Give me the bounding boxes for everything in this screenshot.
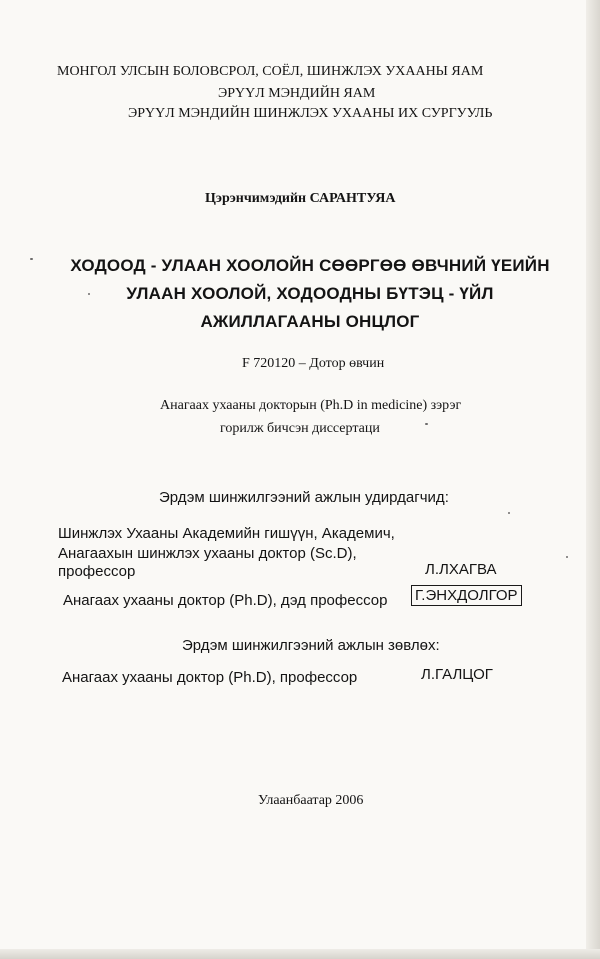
page-edge-shadow-right [586, 0, 600, 959]
advisor-name: Л.ГАЛЦОГ [421, 666, 493, 683]
advisor-title: Анагаах ухааны доктор (Ph.D), профессор [62, 669, 358, 686]
page-edge-shadow-bottom [0, 949, 600, 959]
title-line-2: УЛААН ХООЛОЙ, ХОДООДНЫ БҮТЭЦ - ҮЙЛ [126, 284, 494, 303]
degree-line-2: горилж бичсэн диссертаци [220, 421, 380, 436]
author-name: Цэрэнчимэдийн САРАНТУЯА [205, 191, 396, 206]
scan-speck [425, 423, 428, 425]
specialty-code: F 720120 – Дотор өвчин [242, 356, 385, 371]
title-line-3: АЖИЛЛАГААНЫ ОНЦЛОГ [200, 312, 420, 331]
scan-speck [88, 293, 90, 295]
scan-speck [30, 258, 33, 260]
supervisors-heading: Эрдэм шинжилгээний ажлын удирдагчид: [159, 489, 449, 506]
scan-speck [508, 512, 510, 514]
ministry-line-1: МОНГОЛ УЛСЫН БОЛОВСРОЛ, СОЁЛ, ШИНЖЛЭХ УХААНЫ ЯАМ [57, 64, 484, 79]
supervisor-1-title-line-2: Анагаахын шинжлэх ухааны доктор (Sc.D), [58, 545, 357, 562]
supervisor-1-title-line-3: профессор [58, 563, 136, 580]
advisor-heading: Эрдэм шинжилгээний ажлын зөвлөх: [182, 637, 440, 654]
supervisor-2-name-boxed: Г.ЭНХДОЛГОР [411, 585, 522, 606]
supervisor-1-title-line-1: Шинжлэх Ухааны Академийн гишүүн, Академич, [58, 525, 395, 542]
ministry-line-2: ЭРҮҮЛ МЭНДИЙН ЯАМ [218, 86, 376, 101]
supervisor-2-title: Анагаах ухааны доктор (Ph.D), дэд профессор [63, 592, 388, 609]
title-line-1: ХОДООД - УЛААН ХООЛОЙН СӨӨРГӨӨ ӨВЧНИЙ ҮЕИЙН [70, 256, 550, 275]
scan-speck [566, 556, 568, 558]
place-and-year: Улаанбаатар 2006 [258, 793, 364, 808]
university-name: ЭРҮҮЛ МЭНДИЙН ШИНЖЛЭХ УХААНЫ ИХ СУРГУУЛЬ [128, 106, 493, 121]
supervisor-1-name: Л.ЛХАГВА [425, 561, 497, 578]
degree-line-1: Анагаах ухааны докторын (Ph.D in medicine) зэрэг [160, 398, 462, 413]
dissertation-title [40, 252, 580, 336]
